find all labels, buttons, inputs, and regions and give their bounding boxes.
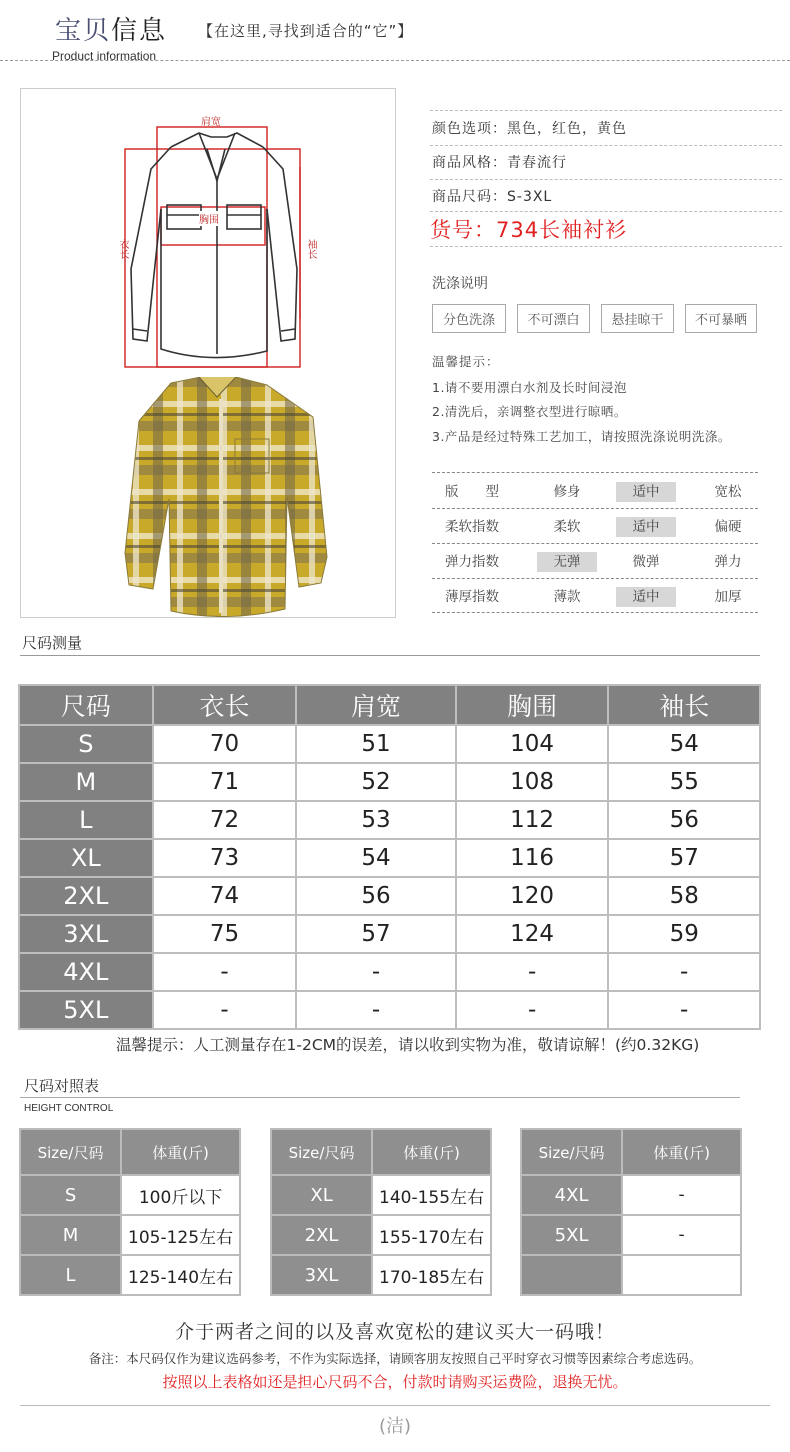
attr-option: 微弹 <box>632 554 660 570</box>
size-value-cell: 54 <box>608 725 760 763</box>
height-size-cell <box>521 1255 622 1295</box>
label-sleeve: 袖长 <box>305 239 316 259</box>
table-row <box>521 1215 741 1255</box>
table-row <box>271 1175 491 1215</box>
size-label-cell: XL <box>19 839 153 877</box>
size-section-title: 尺码测量 <box>22 634 83 652</box>
info-divider <box>430 145 782 146</box>
height-size-cell: XL <box>271 1175 372 1215</box>
label-chest: 胸围 <box>199 211 219 226</box>
table-row <box>19 839 760 877</box>
height-size-cell: L <box>20 1255 121 1295</box>
attr-label: 版 型 <box>445 484 499 500</box>
size-value-cell: 71 <box>153 763 297 801</box>
attr-option: 偏硬 <box>714 519 742 535</box>
height-size-cell: S <box>20 1175 121 1215</box>
size-value-cell: - <box>296 953 456 991</box>
attr-option: 薄款 <box>553 589 581 605</box>
table-row <box>19 915 760 953</box>
shirt-measurement-diagram <box>21 89 397 379</box>
height-weight-cell: 125-140左右 <box>121 1255 240 1295</box>
attr-label: 弹力指数 <box>445 554 499 570</box>
size-value-cell: 112 <box>456 801 609 839</box>
info-sizes: 商品尺码：S-3XL <box>432 189 553 205</box>
info-style: 商品风格：青春流行 <box>432 155 567 171</box>
height-header-cell: 体重(斤) <box>121 1129 240 1175</box>
table-row <box>20 1255 240 1295</box>
size-value-cell: 58 <box>608 877 760 915</box>
height-weight-cell: - <box>622 1215 741 1255</box>
wash-item: 分色洗涤 <box>432 304 506 333</box>
size-label-cell: 2XL <box>19 877 153 915</box>
height-weight-cell: 140-155左右 <box>372 1175 491 1215</box>
height-table <box>19 1128 241 1296</box>
size-header-cell: 胸围 <box>456 685 609 725</box>
height-header-cell: Size/尺码 <box>20 1129 121 1175</box>
size-value-cell: 70 <box>153 725 297 763</box>
size-value-cell: 73 <box>153 839 297 877</box>
size-value-cell: 120 <box>456 877 609 915</box>
wash-item: 悬挂晾干 <box>601 304 674 333</box>
size-value-cell: - <box>296 991 456 1029</box>
height-control-divider <box>20 1097 740 1098</box>
size-label-cell: L <box>19 801 153 839</box>
size-value-cell: - <box>153 953 297 991</box>
size-header-cell: 尺码 <box>19 685 153 725</box>
info-article-number: 货号：734长袖衬衫 <box>430 218 628 242</box>
height-weight-cell: 105-125左右 <box>121 1215 240 1255</box>
size-value-cell: - <box>608 953 760 991</box>
size-table-header <box>19 685 760 725</box>
table-row <box>19 763 760 801</box>
height-size-cell: 4XL <box>521 1175 622 1215</box>
height-table-header <box>521 1129 741 1175</box>
size-value-cell: 116 <box>456 839 609 877</box>
height-size-cell: 2XL <box>271 1215 372 1255</box>
height-weight-cell <box>622 1255 741 1295</box>
size-table <box>18 684 761 1030</box>
label-length: 衣长 <box>117 239 128 259</box>
table-row <box>521 1175 741 1215</box>
height-header-cell: Size/尺码 <box>271 1129 372 1175</box>
header-subtitle: Product information <box>52 49 157 63</box>
warning-text: 按照以上表格如还是担心尺码不合，付款时请购买运费险，退换无忧。 <box>162 1373 628 1391</box>
page-title: 宝贝信息 <box>55 16 168 46</box>
size-value-cell: 59 <box>608 915 760 953</box>
attr-label: 薄厚指数 <box>445 589 499 605</box>
size-value-cell: - <box>608 991 760 1029</box>
size-label-cell: 4XL <box>19 953 153 991</box>
attr-option: 宽松 <box>714 484 742 500</box>
table-row <box>19 953 760 991</box>
length-measure-box <box>125 149 300 367</box>
size-section-divider <box>20 655 760 656</box>
wash-tip: 3.产品是经过特殊工艺加工，请按照洗涤说明洗涤。 <box>432 429 731 444</box>
wash-tip: 1.请不要用漂白水剂及长时间浸泡 <box>432 380 627 395</box>
attr-divider <box>432 612 758 613</box>
height-table <box>520 1128 742 1296</box>
height-table-header <box>271 1129 491 1175</box>
size-value-cell: 54 <box>296 839 456 877</box>
size-value-cell: 53 <box>296 801 456 839</box>
size-value-cell: 52 <box>296 763 456 801</box>
size-label-cell: S <box>19 725 153 763</box>
wash-item: 不可漂白 <box>517 304 590 333</box>
product-image-panel <box>20 88 396 618</box>
height-control-title: 尺码对照表 <box>24 1077 100 1095</box>
info-divider <box>430 179 782 180</box>
size-label-cell: 5XL <box>19 991 153 1029</box>
table-row <box>521 1255 741 1295</box>
size-value-cell: 51 <box>296 725 456 763</box>
wash-title: 洗涤说明 <box>432 276 488 292</box>
size-value-cell: 74 <box>153 877 297 915</box>
shirt-photo <box>21 377 397 617</box>
size-value-cell: 75 <box>153 915 297 953</box>
wash-tip: 2.清洗后，亲调整衣型进行晾晒。 <box>432 404 627 419</box>
size-header-cell: 袖长 <box>608 685 760 725</box>
attr-option: 修身 <box>553 484 581 500</box>
remark-text: 备注：本尺码仅作为建议选码参考，不作为实际选择，请顾客朋友按照自己平时穿衣习惯等因素综合考虑选码。 <box>88 1351 702 1366</box>
size-value-cell: - <box>153 991 297 1029</box>
height-header-cell: Size/尺码 <box>521 1129 622 1175</box>
attr-option-selected: 无弹 <box>537 552 597 572</box>
footer-divider <box>20 1405 770 1406</box>
header-divider <box>0 60 790 61</box>
label-shoulder: 肩宽 <box>201 117 221 128</box>
size-value-cell: - <box>456 953 609 991</box>
advice-text: 介于两者之间的以及喜欢宽松的建议买大一码哦！ <box>174 1321 615 1343</box>
attr-option-selected: 适中 <box>616 482 676 502</box>
attr-option-selected: 适中 <box>616 517 676 537</box>
height-size-cell: 5XL <box>521 1215 622 1255</box>
attr-divider <box>432 472 758 473</box>
attr-divider <box>432 508 758 509</box>
info-divider <box>430 246 782 247</box>
table-row <box>19 991 760 1029</box>
table-row <box>19 877 760 915</box>
size-value-cell: 57 <box>608 839 760 877</box>
attr-option: 弹力 <box>714 554 742 570</box>
height-weight-cell: 155-170左右 <box>372 1215 491 1255</box>
wash-tips-title: 温馨提示： <box>432 354 500 369</box>
table-row <box>20 1215 240 1255</box>
info-divider <box>430 110 782 111</box>
table-row <box>271 1255 491 1295</box>
height-control-subtitle: HEIGHT CONTROL <box>24 1103 114 1114</box>
table-row <box>19 725 760 763</box>
size-value-cell: 124 <box>456 915 609 953</box>
info-divider <box>430 211 782 212</box>
height-header-cell: 体重(斤) <box>622 1129 741 1175</box>
table-row <box>19 801 760 839</box>
table-row <box>20 1175 240 1215</box>
size-value-cell: 56 <box>608 801 760 839</box>
height-header-cell: 体重(斤) <box>372 1129 491 1175</box>
size-value-cell: 108 <box>456 763 609 801</box>
attr-divider <box>432 578 758 579</box>
attr-option-selected: 适中 <box>616 587 676 607</box>
height-table <box>270 1128 492 1296</box>
size-value-cell: 72 <box>153 801 297 839</box>
size-label-cell: M <box>19 763 153 801</box>
height-weight-cell: 170-185左右 <box>372 1255 491 1295</box>
attr-divider <box>432 543 758 544</box>
size-value-cell: - <box>456 991 609 1029</box>
size-value-cell: 57 <box>296 915 456 953</box>
size-value-cell: 56 <box>296 877 456 915</box>
info-colors: 颜色选项：黑色，红色，黄色 <box>432 121 627 137</box>
size-value-cell: 104 <box>456 725 609 763</box>
table-row <box>271 1215 491 1255</box>
attr-label: 柔软指数 <box>445 519 499 535</box>
attr-option: 加厚 <box>714 589 742 605</box>
header-slogan: 【在这里,寻找到适合的“它”】 <box>198 22 414 40</box>
height-weight-cell: - <box>622 1175 741 1215</box>
size-label-cell: 3XL <box>19 915 153 953</box>
height-weight-cell: 100斤以下 <box>121 1175 240 1215</box>
attr-option: 柔软 <box>553 519 581 535</box>
height-size-cell: M <box>20 1215 121 1255</box>
wash-item: 不可暴晒 <box>685 304 757 333</box>
height-table-header <box>20 1129 240 1175</box>
size-header-cell: 肩宽 <box>296 685 456 725</box>
size-header-cell: 衣长 <box>153 685 297 725</box>
size-value-cell: 55 <box>608 763 760 801</box>
footer-wash-label: (洁) <box>378 1416 412 1437</box>
height-size-cell: 3XL <box>271 1255 372 1295</box>
size-note: 温馨提示：人工测量存在1-2CM的误差，请以收到实物为准，敬请谅解！(约0.32KG) <box>116 1036 700 1054</box>
